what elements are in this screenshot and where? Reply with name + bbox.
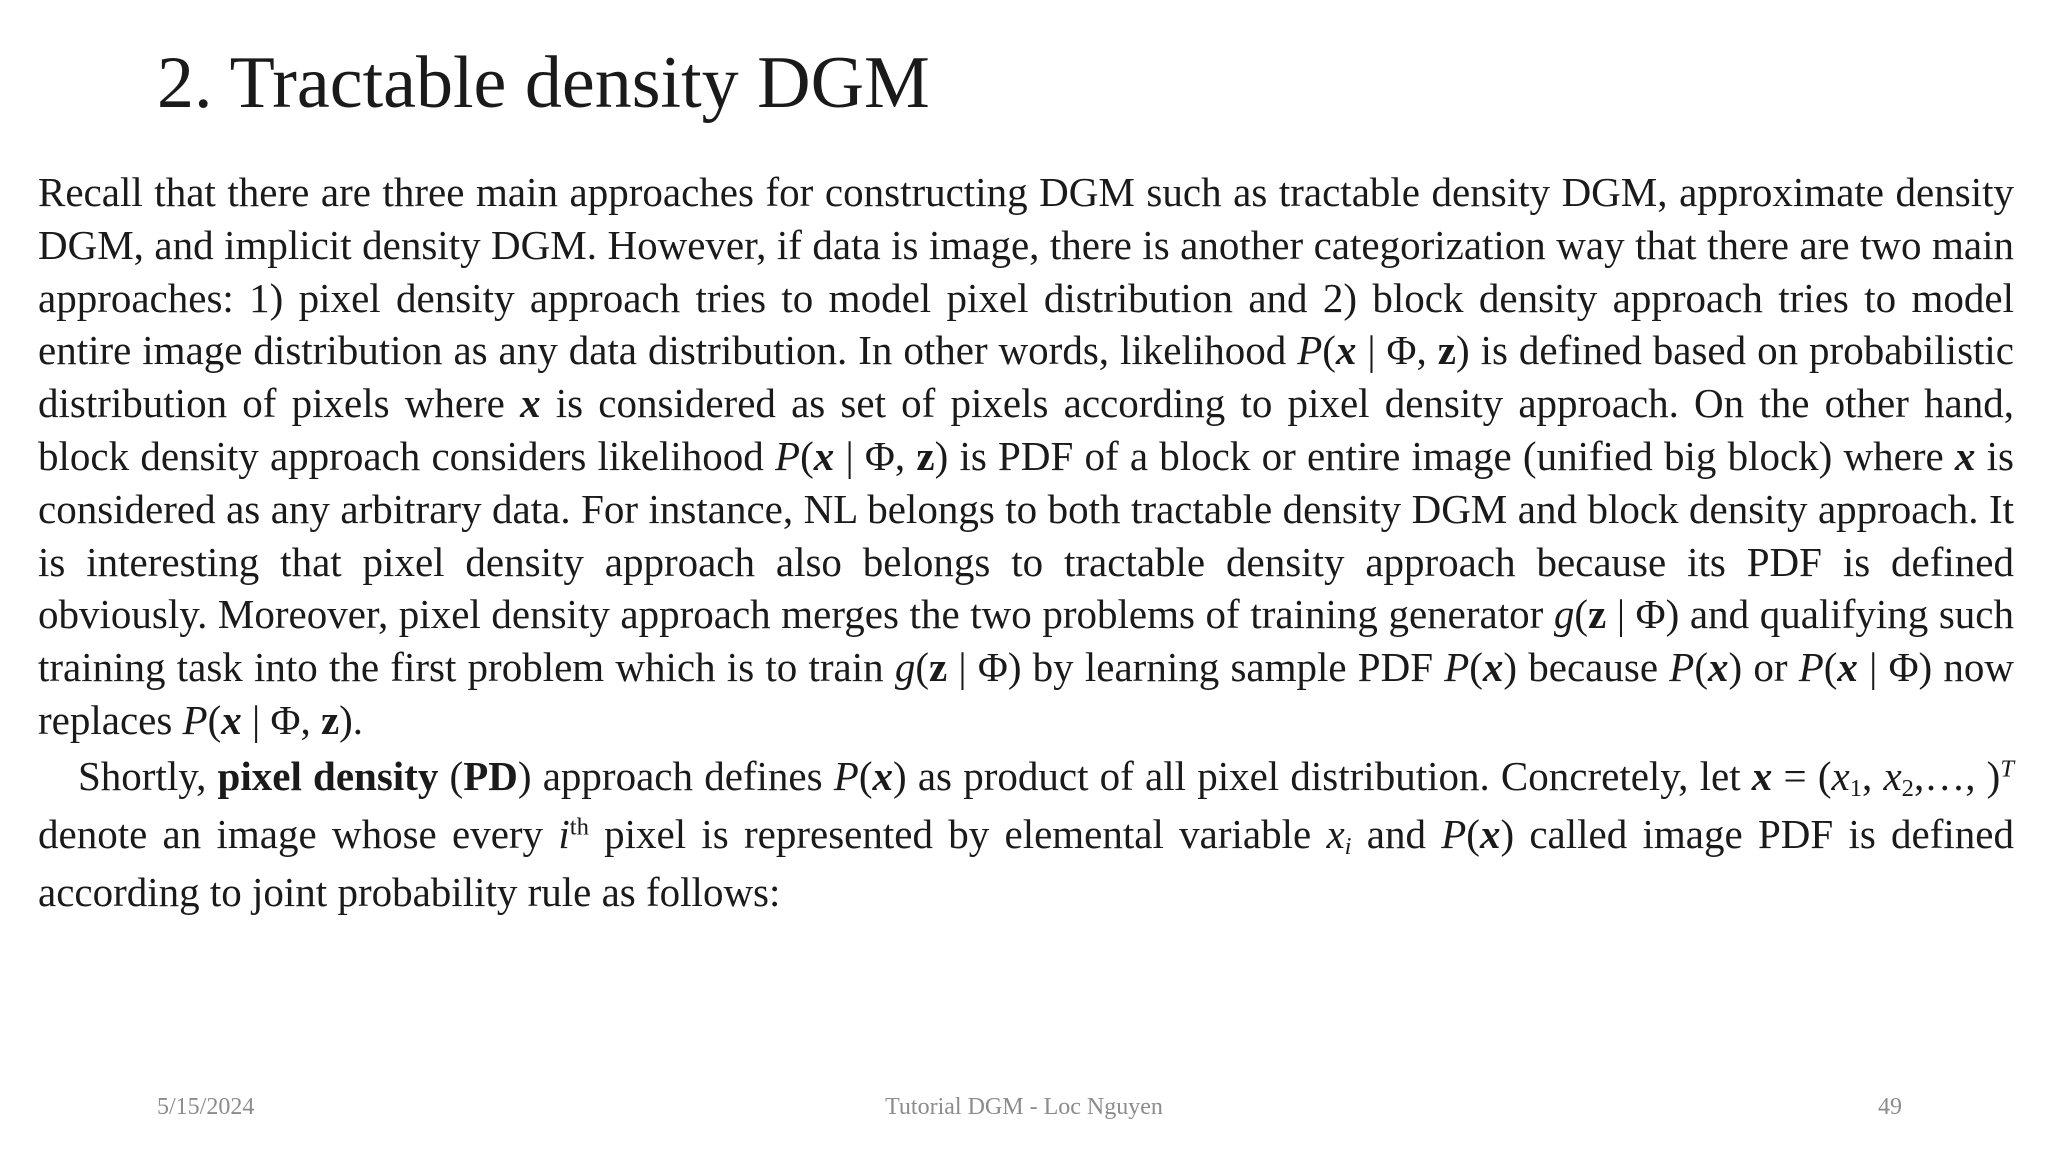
- slide-title: 2. Tractable density DGM: [157, 42, 930, 124]
- slide-body: [38, 166, 2014, 921]
- paragraph-2: Shortly, pixel density (PD) approach defines P(x) as product of all pixel distribution. Concretely, let $x = (x_1$, $x_2,\dots$, )$^T$ denote an image whose every $i^{th}$ pixel is represented by elemental variable $x_i$ and P(x) called image PDF is defined according to joint probability rule as follows:: [38, 752, 2015, 915]
- footer-title: Tutorial DGM - Loc Nguyen: [885, 1094, 1163, 1120]
- paragraph-1: Recall that there are three main approaches for constructing DGM such as tractable density DGM, approximate density DGM, and implicit density DGM. However, if data is image, there is another categorization way that there are two main approaches: 1) pixel density approach tries to model pixel distribution and 2) block density approach tries to model entire image distribution as any data distribution. In other words, likelihood P(x | Φ, z) is defined based on probabilistic distribution of pixels where x is considered as set of pixels according to pixel density approach. On the other hand, block density approach considers likelihood P(x | Φ, z) is PDF of a block or entire image (unified big block) where x is considered as any arbitrary data. For instance, NL belongs to both tractable density DGM and block density approach. It is interesting that pixel density approach also belongs to tractable density approach because its PDF is defined obviously. Moreover, pixel density approach merges the two problems of training generator g(z | Φ) and qualifying such training task into the first problem which is to train g(z | Φ) by learning sample PDF P(x) because P(x) or P(x | Φ) now replaces P(x | Φ, z).: [38, 169, 2015, 743]
- page-number: 49: [1878, 1094, 1902, 1120]
- footer-date: 5/15/2024: [157, 1094, 255, 1120]
